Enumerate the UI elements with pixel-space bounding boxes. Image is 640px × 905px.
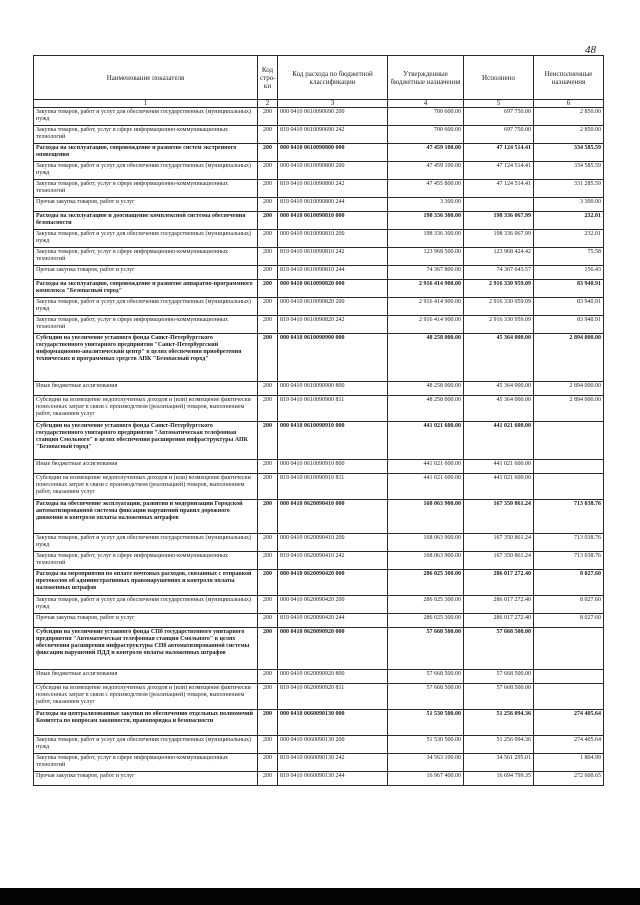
row-unexecuted: 8 027.60: [534, 596, 604, 614]
row-line-code: 200: [258, 198, 278, 212]
row-unexecuted: 2 894 000.00: [534, 382, 604, 396]
row-name: Прочая закупка товаров, работ и услуг: [34, 266, 258, 280]
row-line-code: 200: [258, 460, 278, 474]
row-approved: 700 600.00: [388, 108, 464, 126]
row-approved: 57 668 500.00: [388, 628, 464, 670]
row-name: Закупка товаров, работ, услуг в сфере информационно-коммуникационных технологий: [34, 552, 258, 570]
table-row: [34, 126, 604, 144]
row-line-code: 200: [258, 108, 278, 126]
row-approved: 48 258 000.00: [388, 396, 464, 422]
row-unexecuted: 713 038.76: [534, 552, 604, 570]
row-approved: 168 063 900.00: [388, 500, 464, 534]
row-budget-code: 819 0410 0620090920 811: [278, 684, 388, 710]
table-row: [34, 500, 604, 534]
row-unexecuted: [534, 684, 604, 710]
row-approved: 74 367 800.00: [388, 266, 464, 280]
row-approved: 441 021 600.00: [388, 460, 464, 474]
row-line-code: 200: [258, 316, 278, 334]
row-name: Субсидии на увеличение уставного фонда СПб государственного унитарного предприятия "Автоматическая телефонная станция Смольного" в целях обеспечения расширения инфраструктуры СПб автоматизированной системы фиксации нарушений ПДД и контроля оплаты наложенных штрафов: [34, 628, 258, 670]
row-unexecuted: 272 600.65: [534, 772, 604, 786]
row-name: Закупка товаров, работ и услуг для обеспечения государственных (муниципальных) нужд: [34, 230, 258, 248]
header-row: [34, 56, 604, 100]
row-executed: 167 350 861.24: [464, 534, 534, 552]
row-line-code: 200: [258, 162, 278, 180]
row-budget-code: 819 0410 0610090810 244: [278, 266, 388, 280]
row-unexecuted: 2 894 000.00: [534, 396, 604, 422]
header-executed: Исполнено: [464, 56, 534, 100]
row-budget-code: 000 0410 0610090910 000: [278, 422, 388, 460]
row-line-code: 200: [258, 552, 278, 570]
row-budget-code: 000 0410 0610090910 800: [278, 460, 388, 474]
row-approved: 198 336 300.00: [388, 230, 464, 248]
row-budget-code: 819 0410 0660090130 242: [278, 754, 388, 772]
row-approved: 57 668 500.00: [388, 684, 464, 710]
row-name: Расходы на эксплуатацию, сопровождение и развитие аппаратно-программного комплекса "Безопасный город": [34, 280, 258, 298]
row-line-code: 200: [258, 772, 278, 786]
row-approved: 51 530 500.00: [388, 736, 464, 754]
row-executed: 57 668 500.00: [464, 628, 534, 670]
row-budget-code: 000 0410 0660090130 000: [278, 710, 388, 736]
table-row: [34, 280, 604, 298]
row-line-code: 200: [258, 298, 278, 316]
table-row: [34, 334, 604, 382]
row-executed: 74 367 643.57: [464, 266, 534, 280]
row-executed: 441 021 600.00: [464, 460, 534, 474]
row-unexecuted: 3 300.00: [534, 198, 604, 212]
row-budget-code: 000 0410 0620090920 800: [278, 670, 388, 684]
row-unexecuted: [534, 474, 604, 500]
row-unexecuted: 2 850.00: [534, 126, 604, 144]
row-unexecuted: 83 940.91: [534, 280, 604, 298]
row-name: Закупка товаров, работ, услуг в сфере информационно-коммуникационных технологий: [34, 316, 258, 334]
row-unexecuted: 1 804.99: [534, 754, 604, 772]
row-approved: 286 025 300.00: [388, 596, 464, 614]
header-approved: Утвержденные бюджетные назначения: [388, 56, 464, 100]
row-executed: 51 256 094.36: [464, 736, 534, 754]
table-row: [34, 162, 604, 180]
row-unexecuted: 75.58: [534, 248, 604, 266]
row-unexecuted: 274 405.64: [534, 710, 604, 736]
row-executed: 2 916 330 959.09: [464, 298, 534, 316]
table-row: [34, 684, 604, 710]
row-line-code: 200: [258, 230, 278, 248]
row-budget-code: 819 0410 0610090800 244: [278, 198, 388, 212]
row-approved: 2 916 414 900.00: [388, 280, 464, 298]
header-line-code: Код стро-ки: [258, 56, 278, 100]
row-name: Закупка товаров, работ и услуг для обеспечения государственных (муниципальных) нужд: [34, 298, 258, 316]
row-line-code: 200: [258, 266, 278, 280]
row-executed: 57 668 500.00: [464, 670, 534, 684]
row-line-code: 200: [258, 534, 278, 552]
row-line-code: 200: [258, 144, 278, 162]
row-executed: 167 350 861.24: [464, 552, 534, 570]
row-executed: 34 561 295.01: [464, 754, 534, 772]
row-approved: 3 300.00: [388, 198, 464, 212]
row-line-code: 200: [258, 474, 278, 500]
row-executed: 198 336 067.99: [464, 212, 534, 230]
column-index: 1: [34, 100, 258, 108]
row-unexecuted: 8 027.60: [534, 570, 604, 596]
row-executed: 123 968 424.42: [464, 248, 534, 266]
table-row: [34, 298, 604, 316]
scan-edge-bar: [0, 888, 640, 905]
row-approved: 57 668 500.00: [388, 670, 464, 684]
row-executed: 47 124 514.41: [464, 144, 534, 162]
row-budget-code: 000 0410 0620090410 000: [278, 500, 388, 534]
row-name: Субсидии на возмещение недополученных доходов и (или) возмещение фактически понесенных затрат в связи с производством (реализацией) товаров, выполнением работ, оказанием услуг: [34, 396, 258, 422]
row-budget-code: 000 0410 0620090920 000: [278, 628, 388, 670]
row-budget-code: 819 0410 0660090130 244: [278, 772, 388, 786]
page-number: 48: [585, 44, 596, 56]
row-name: Прочая закупка товаров, работ и услуг: [34, 772, 258, 786]
header-budget-code: Код расхода по бюджетной классификации: [278, 56, 388, 100]
table-row: [34, 422, 604, 460]
row-executed: 198 336 067.99: [464, 230, 534, 248]
row-line-code: 200: [258, 684, 278, 710]
row-approved: 16 967 400.00: [388, 772, 464, 786]
column-index: 5: [464, 100, 534, 108]
row-line-code: 200: [258, 628, 278, 670]
row-name: Закупка товаров, работ и услуг для обеспечения государственных (муниципальных) нужд: [34, 108, 258, 126]
row-name: Закупка товаров, работ, услуг в сфере информационно-коммуникационных технологий: [34, 180, 258, 198]
row-line-code: 200: [258, 396, 278, 422]
table-row: [34, 108, 604, 126]
row-approved: 2 916 414 900.00: [388, 316, 464, 334]
row-approved: 47 459 100.00: [388, 162, 464, 180]
row-executed: 47 124 514.41: [464, 162, 534, 180]
table-row: [34, 198, 604, 212]
row-name: Прочая закупка товаров, работ и услуг: [34, 198, 258, 212]
table-row: [34, 230, 604, 248]
row-executed: 2 916 330 959.09: [464, 316, 534, 334]
row-line-code: 200: [258, 126, 278, 144]
row-unexecuted: 713 038.76: [534, 534, 604, 552]
row-unexecuted: 334 585.59: [534, 162, 604, 180]
row-executed: 57 668 500.00: [464, 684, 534, 710]
table-row: [34, 596, 604, 614]
row-name: Субсидии на увеличение уставного фонда Санкт-Петербургского государственного унитарного предприятия "Санкт-Петербургский информационно-аналитический центр" в целях обеспечения приобретения технических и программных средств АПК "Безопасный город": [34, 334, 258, 382]
row-line-code: 200: [258, 334, 278, 382]
row-approved: 47 459 100.00: [388, 144, 464, 162]
row-executed: 45 364 000.00: [464, 334, 534, 382]
row-approved: 123 968 500.00: [388, 248, 464, 266]
row-name: Закупка товаров, работ и услуг для обеспечения государственных (муниципальных) нужд: [34, 596, 258, 614]
table-row: [34, 248, 604, 266]
row-unexecuted: 232.01: [534, 212, 604, 230]
row-executed: 16 694 799.35: [464, 772, 534, 786]
table-row: [34, 736, 604, 754]
row-budget-code: 000 0410 0610090690 200: [278, 108, 388, 126]
row-unexecuted: [534, 628, 604, 670]
column-index: 4: [388, 100, 464, 108]
row-budget-code: 819 0410 0620090410 242: [278, 552, 388, 570]
row-executed: 286 017 272.40: [464, 614, 534, 628]
row-unexecuted: [534, 670, 604, 684]
row-executed: 167 350 861.24: [464, 500, 534, 534]
row-budget-code: 000 0410 0620090420 000: [278, 570, 388, 596]
table-row: [34, 552, 604, 570]
row-name: Иные бюджетные ассигнования: [34, 460, 258, 474]
table-row: [34, 396, 604, 422]
column-index: 3: [278, 100, 388, 108]
table-row: [34, 316, 604, 334]
row-budget-code: 819 0410 0610090810 242: [278, 248, 388, 266]
row-executed: 286 017 272.40: [464, 570, 534, 596]
table-row: [34, 570, 604, 596]
row-unexecuted: 232.01: [534, 230, 604, 248]
column-index: 6: [534, 100, 604, 108]
table-row: [34, 670, 604, 684]
row-name: Закупка товаров, работ, услуг в сфере информационно-коммуникационных технологий: [34, 248, 258, 266]
row-executed: 286 017 272.40: [464, 596, 534, 614]
row-executed: 441 021 600.00: [464, 474, 534, 500]
row-name: Расходы на мероприятия по оплате почтовых расходов, связанных с отправкой протоколов об административных правонарушениях и контроля оплаты наложенных штрафов: [34, 570, 258, 596]
table-row: [34, 754, 604, 772]
row-name: Закупка товаров, работ и услуг для обеспечения государственных (муниципальных) нужд: [34, 736, 258, 754]
row-executed: [464, 198, 534, 212]
row-line-code: 200: [258, 596, 278, 614]
row-line-code: 200: [258, 212, 278, 230]
row-name: Субсидии на увеличение уставного фонда Санкт-Петербургского государственного унитарного предприятия "Автоматическая телефонная станция Смольного" в целях обеспечения расширения инфраструктуры АПК "Безопасный город": [34, 422, 258, 460]
row-line-code: 200: [258, 422, 278, 460]
header-unexecuted: Неисполненные назначения: [534, 56, 604, 100]
row-unexecuted: 2 894 000.00: [534, 334, 604, 382]
row-executed: 51 256 094.36: [464, 710, 534, 736]
row-approved: 2 916 414 900.00: [388, 298, 464, 316]
table-row: [34, 614, 604, 628]
row-executed: 441 021 600.00: [464, 422, 534, 460]
row-name: Субсидии на возмещение недополученных доходов и (или) возмещение фактически понесенных затрат в связи с производством (реализацией) товаров, выполнением работ, оказанием услуг: [34, 474, 258, 500]
row-budget-code: 819 0410 0620090420 244: [278, 614, 388, 628]
row-approved: 441 021 600.00: [388, 474, 464, 500]
row-unexecuted: 156.43: [534, 266, 604, 280]
table-row: [34, 180, 604, 198]
row-executed: 45 364 000.00: [464, 396, 534, 422]
row-line-code: 200: [258, 382, 278, 396]
row-budget-code: 000 0410 0610090800 200: [278, 162, 388, 180]
row-approved: 286 025 300.00: [388, 570, 464, 596]
row-name: Иные бюджетные ассигнования: [34, 670, 258, 684]
row-approved: 198 336 300.00: [388, 212, 464, 230]
table-row: [34, 474, 604, 500]
row-line-code: 200: [258, 710, 278, 736]
row-unexecuted: 2 850.00: [534, 108, 604, 126]
row-line-code: 200: [258, 180, 278, 198]
row-name: Расходы на централизованные закупки по обеспечению отдельных полномочий Комитета по вопросам законности, правопорядка и безопасности: [34, 710, 258, 736]
row-executed: 697 750.00: [464, 126, 534, 144]
row-unexecuted: 83 940.91: [534, 298, 604, 316]
row-budget-code: 819 0410 0610090800 242: [278, 180, 388, 198]
row-budget-code: 000 0410 0610090810 000: [278, 212, 388, 230]
column-index: 2: [258, 100, 278, 108]
table-row: [34, 212, 604, 230]
table-body: [34, 108, 604, 786]
row-budget-code: 000 0410 0610090900 800: [278, 382, 388, 396]
row-approved: 700 600.00: [388, 126, 464, 144]
row-approved: 51 530 500.00: [388, 710, 464, 736]
row-unexecuted: 274 405.64: [534, 736, 604, 754]
row-line-code: 200: [258, 500, 278, 534]
row-name: Закупка товаров, работ и услуг для обеспечения государственных (муниципальных) нужд: [34, 162, 258, 180]
table-row: [34, 460, 604, 474]
row-unexecuted: [534, 460, 604, 474]
row-approved: 47 455 800.00: [388, 180, 464, 198]
row-unexecuted: 334 585.59: [534, 144, 604, 162]
row-budget-code: 819 0410 0610090690 242: [278, 126, 388, 144]
row-budget-code: 000 0410 0610090820 200: [278, 298, 388, 316]
row-approved: 48 258 000.00: [388, 334, 464, 382]
row-name: Закупка товаров, работ и услуг для обеспечения государственных (муниципальных) нужд: [34, 534, 258, 552]
row-budget-code: 000 0410 0660090130 200: [278, 736, 388, 754]
row-name: Расходы на эксплуатацию и дооснащение комплексной системы обеспечения безопасности: [34, 212, 258, 230]
row-budget-code: 000 0410 0610090800 000: [278, 144, 388, 162]
row-budget-code: 819 0410 0610090820 242: [278, 316, 388, 334]
table-row: [34, 772, 604, 786]
row-executed: 47 124 514.41: [464, 180, 534, 198]
table-row: [34, 266, 604, 280]
row-line-code: 200: [258, 248, 278, 266]
row-approved: 441 021 600.00: [388, 422, 464, 460]
row-unexecuted: 331 285.59: [534, 180, 604, 198]
row-unexecuted: [534, 422, 604, 460]
row-name: Расходы на эксплуатацию, сопровождение и развитие систем экстренного оповещения: [34, 144, 258, 162]
row-approved: 286 025 300.00: [388, 614, 464, 628]
table-row: [34, 628, 604, 670]
row-name: Иные бюджетные ассигнования: [34, 382, 258, 396]
row-budget-code: 000 0410 0610090810 200: [278, 230, 388, 248]
budget-execution-table: [33, 55, 604, 786]
row-budget-code: 000 0410 0610090820 000: [278, 280, 388, 298]
row-unexecuted: 8 027.60: [534, 614, 604, 628]
table-row: [34, 534, 604, 552]
row-budget-code: 819 0410 0610090900 811: [278, 396, 388, 422]
row-name: Закупка товаров, работ, услуг в сфере информационно-коммуникационных технологий: [34, 754, 258, 772]
table-row: [34, 710, 604, 736]
row-name: Прочая закупка товаров, работ и услуг: [34, 614, 258, 628]
column-index-row: [34, 100, 604, 108]
row-line-code: 200: [258, 754, 278, 772]
row-line-code: 200: [258, 280, 278, 298]
row-unexecuted: 713 038.76: [534, 500, 604, 534]
row-line-code: 200: [258, 614, 278, 628]
row-approved: 168 063 900.00: [388, 534, 464, 552]
row-unexecuted: 83 940.91: [534, 316, 604, 334]
row-name: Расходы на обеспечение эксплуатации, развития и модернизации Городской автоматизированной системы фиксации нарушений правил дорожного движения и контроля оплаты наложенных штрафов: [34, 500, 258, 534]
row-line-code: 200: [258, 736, 278, 754]
row-name: Закупка товаров, работ, услуг в сфере информационно-коммуникационных технологий: [34, 126, 258, 144]
row-executed: 45 364 000.00: [464, 382, 534, 396]
row-approved: 48 258 000.00: [388, 382, 464, 396]
row-executed: 697 750.00: [464, 108, 534, 126]
row-executed: 2 916 330 959.09: [464, 280, 534, 298]
table-row: [34, 144, 604, 162]
header-name: Наименование показателя: [34, 56, 258, 100]
row-line-code: 200: [258, 570, 278, 596]
table-row: [34, 382, 604, 396]
row-budget-code: 000 0410 0620090420 200: [278, 596, 388, 614]
row-name: Субсидии на возмещение недополученных доходов и (или) возмещение фактически понесенных затрат в связи с производством (реализацией) товаров, выполнением работ, оказанием услуг: [34, 684, 258, 710]
row-line-code: 200: [258, 670, 278, 684]
row-approved: 168 063 900.00: [388, 552, 464, 570]
row-approved: 34 563 100.00: [388, 754, 464, 772]
row-budget-code: 000 0410 0620090410 200: [278, 534, 388, 552]
row-budget-code: 000 0410 0610090900 000: [278, 334, 388, 382]
row-budget-code: 819 0410 0610090910 811: [278, 474, 388, 500]
